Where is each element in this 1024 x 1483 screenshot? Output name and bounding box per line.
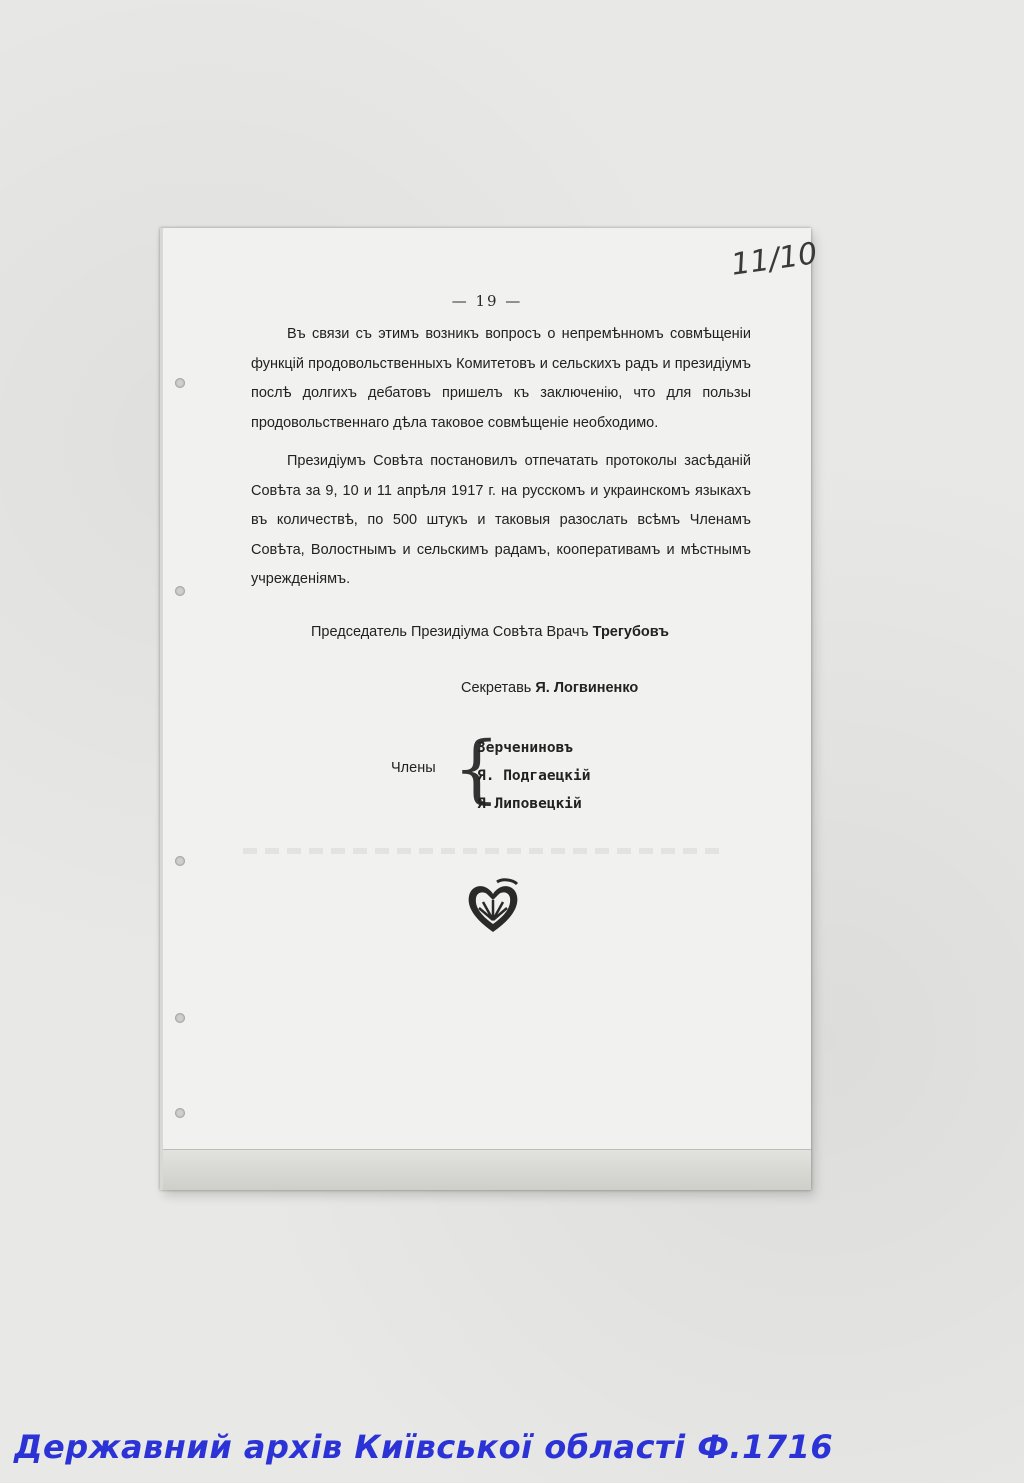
archive-caption: Державний архів Київської області Ф.1716 [14,1428,834,1466]
secretary-title: Секретавь [461,680,532,696]
paragraph: Въ связи съ этимъ возникъ вопросъ о непремѣнномъ совмѣщеніи функцій продовольственныхъ Комитетовъ и сельскихъ радъ и президіумъ послѣ долгихъ дебатовъ пришелъ къ заключенію, что для пользы продовольственнаго дѣла таковое совмѣщеніе необходимо. [251,326,751,431]
secretary-name: Я. Логвиненко [535,680,639,696]
members-list [477,734,591,818]
member-name: Я Липовецкій [477,796,582,812]
binding-hole [175,856,185,866]
binding-hole [175,586,185,596]
show-through-bleed [243,848,723,854]
binding-hole [175,378,185,388]
paragraph: Президіумъ Совѣта постановилъ отпечатать протоколы засѣданій Совѣта за 9, 10 и 11 апрѣля 1917 г. на русскомъ и украинскомъ языкахъ въ количествѣ, по 500 штукъ и таковыя разослать всѣмъ Членамъ Совѣта, Волостнымъ и сельскимъ радамъ, кооперативамъ и мѣстнымъ учрежденіямъ. [251,453,751,587]
body-text [251,320,751,604]
heart-leaf-printer-mark-icon [463,876,523,936]
chairman-signature-line [311,624,751,640]
chairman-title: Председатель Президіума Совѣта Врачъ [311,624,589,640]
members-label: Члены [391,760,436,776]
chairman-name: Трегубовъ [592,624,669,640]
handwritten-folio-mark: 11/10 [728,236,820,283]
page-number: — 19 — [451,292,523,310]
page-bottom-edge [163,1149,811,1190]
document-page [160,228,820,1190]
member-name: Я. Подгаецкій [477,768,591,784]
binding-hole [175,1013,185,1023]
secretary-signature-line [461,680,638,696]
binding-hole [175,1108,185,1118]
member-name: Зерчениновъ [477,740,574,756]
members-brace: { [453,726,501,812]
